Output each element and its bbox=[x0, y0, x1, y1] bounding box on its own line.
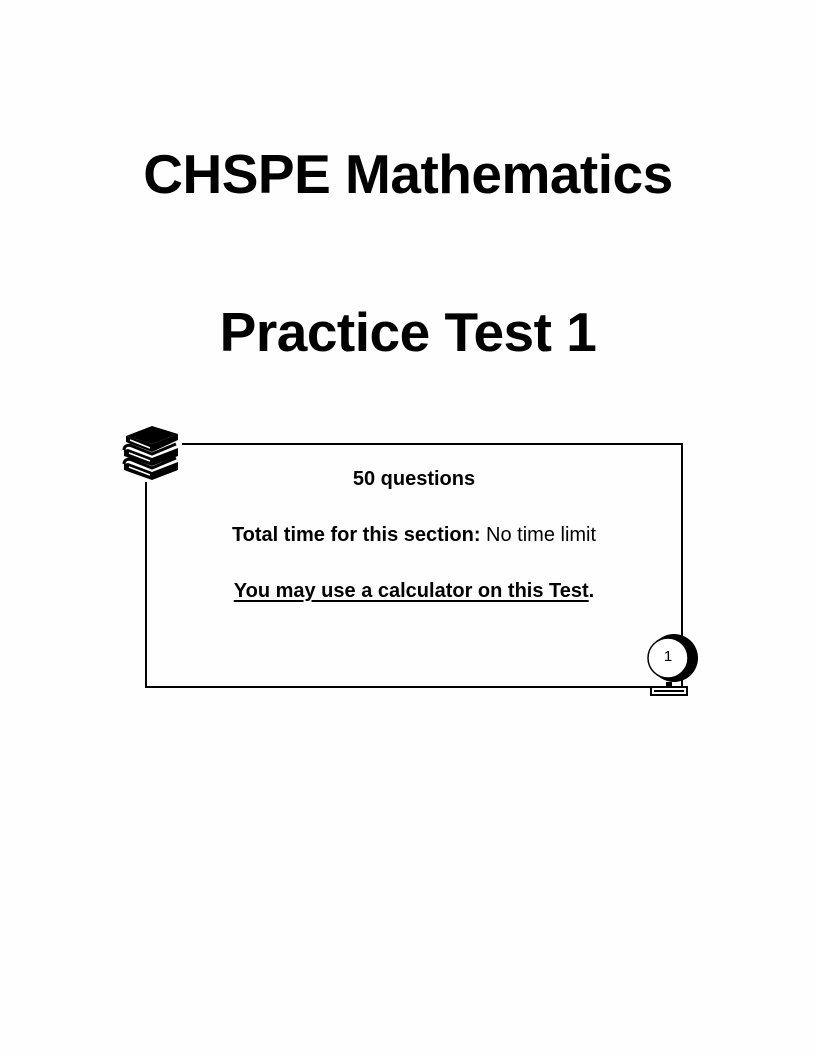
info-box bbox=[145, 443, 683, 688]
title-line-1: CHSPE Mathematics bbox=[143, 143, 673, 205]
calculator-note-text: You may use a calculator on this Test bbox=[233, 580, 589, 602]
calculator-note bbox=[147, 579, 681, 603]
time-limit-label: Total time for this section: bbox=[231, 524, 481, 546]
time-limit-value: No time limit bbox=[486, 524, 597, 546]
time-limit bbox=[147, 523, 681, 547]
books-icon bbox=[120, 422, 182, 482]
title-line-2: Practice Test 1 bbox=[219, 301, 597, 363]
page-number: 1 bbox=[663, 648, 673, 665]
question-count: 50 questions bbox=[352, 468, 476, 490]
calculator-note-period: . bbox=[588, 580, 595, 602]
